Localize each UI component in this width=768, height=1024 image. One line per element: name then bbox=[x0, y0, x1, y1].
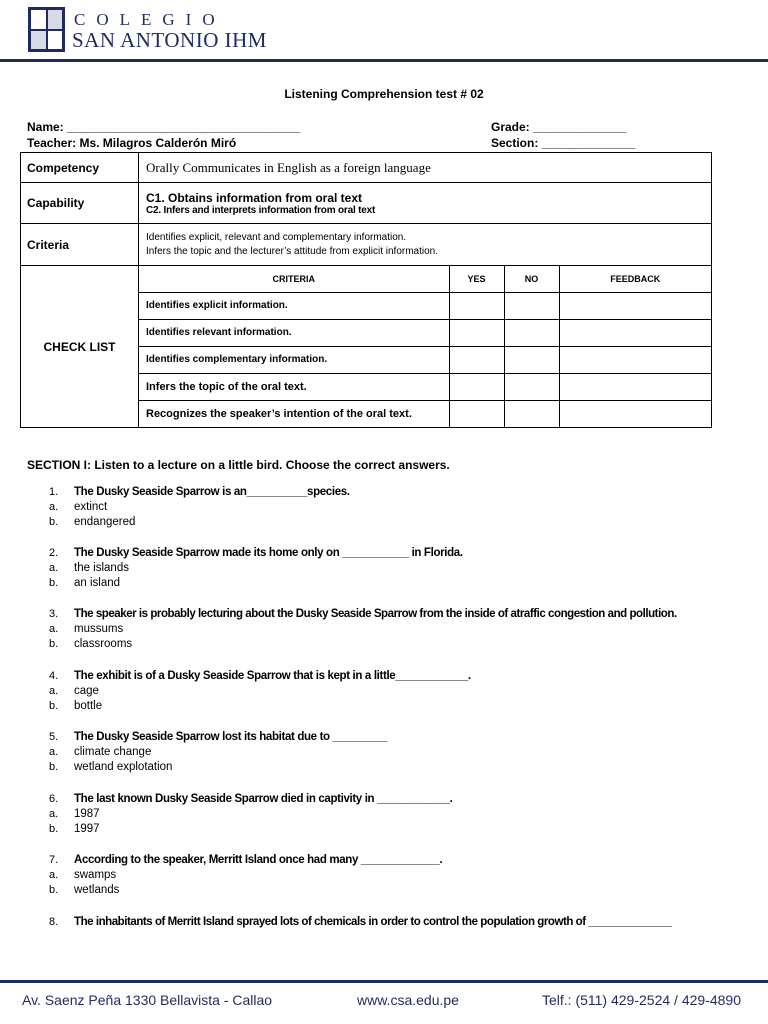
checklist-no-cell[interactable] bbox=[504, 400, 559, 427]
checklist-feedback-cell[interactable] bbox=[559, 400, 711, 427]
checklist-criterion: Recognizes the speaker’s intention of the oral text. bbox=[139, 400, 449, 427]
section-title: SECTION I: Listen to a lecture on a little bird. Choose the correct answers. bbox=[27, 458, 450, 472]
checklist-criterion: Identifies complementary information. bbox=[139, 346, 449, 373]
question-text: The last known Dusky Seaside Sparrow died in captivity in ____________. bbox=[74, 793, 453, 805]
option-letter: a. bbox=[49, 562, 59, 574]
option-text[interactable]: endangered bbox=[74, 516, 136, 528]
option-letter: a. bbox=[49, 808, 59, 820]
teacher-field: Teacher: Ms. Milagros Calderón Miró bbox=[27, 136, 237, 150]
checklist-feedback-cell[interactable] bbox=[559, 319, 711, 346]
checklist-feedback-cell[interactable] bbox=[559, 292, 711, 319]
brand-main: SAN ANTONIO IHM bbox=[72, 28, 267, 52]
name-field: Name: ___________________________________ bbox=[27, 120, 301, 134]
option-text[interactable]: extinct bbox=[74, 501, 108, 513]
checklist-criterion: Identifies relevant information. bbox=[139, 319, 449, 346]
checklist-table bbox=[139, 266, 711, 427]
col-header-no: NO bbox=[504, 266, 559, 292]
criteria-1: Identifies explicit, relevant and complementary information. bbox=[146, 231, 407, 243]
capability-2: C2. Infers and interprets information from oral text bbox=[146, 204, 376, 216]
option-text[interactable]: bottle bbox=[74, 700, 103, 712]
checklist-yes-cell[interactable] bbox=[449, 346, 504, 373]
option-letter: b. bbox=[49, 761, 59, 773]
checklist-feedback-cell[interactable] bbox=[559, 373, 711, 400]
question-text: The Dusky Seaside Sparrow made its home only on ___________ in Florida. bbox=[74, 547, 463, 559]
criteria-label: Criteria bbox=[21, 224, 139, 266]
checklist-feedback-cell[interactable] bbox=[559, 346, 711, 373]
criteria-value bbox=[139, 224, 712, 266]
competency-label: Competency bbox=[21, 153, 139, 183]
checklist-cell bbox=[139, 266, 712, 428]
question-text: According to the speaker, Merritt Island once had many _____________. bbox=[74, 854, 443, 866]
option-text[interactable]: swamps bbox=[74, 869, 117, 881]
option-text[interactable]: 1987 bbox=[74, 808, 100, 820]
option-text[interactable]: 1997 bbox=[74, 823, 100, 835]
checklist-label: CHECK LIST bbox=[21, 266, 139, 428]
question-number: 7. bbox=[49, 854, 59, 866]
checklist-yes-cell[interactable] bbox=[449, 292, 504, 319]
question-number: 6. bbox=[49, 793, 59, 805]
checklist-criterion: Identifies explicit information. bbox=[139, 292, 449, 319]
option-text[interactable]: wetland explotation bbox=[74, 761, 173, 773]
checklist-criterion: Infers the topic of the oral text. bbox=[139, 373, 449, 400]
option-letter: b. bbox=[49, 638, 59, 650]
checklist-no-cell[interactable] bbox=[504, 373, 559, 400]
footer-phone: Telf.: (511) 429-2524 / 429-4890 bbox=[542, 992, 741, 1008]
school-crest-icon bbox=[28, 7, 65, 52]
letterhead bbox=[0, 0, 768, 62]
option-text[interactable]: an island bbox=[74, 577, 121, 589]
checklist-yes-cell[interactable] bbox=[449, 400, 504, 427]
checklist-yes-cell[interactable] bbox=[449, 373, 504, 400]
option-text[interactable]: classrooms bbox=[74, 638, 133, 650]
criteria-2: Infers the topic and the lecturer’s attitude from explicit information. bbox=[146, 245, 438, 257]
option-letter: a. bbox=[49, 869, 59, 881]
option-text[interactable]: mussums bbox=[74, 623, 124, 635]
col-header-feedback: FEEDBACK bbox=[559, 266, 711, 292]
option-letter: a. bbox=[49, 623, 59, 635]
checklist-no-cell[interactable] bbox=[504, 346, 559, 373]
option-letter: a. bbox=[49, 746, 59, 758]
option-letter: b. bbox=[49, 700, 59, 712]
checklist-no-cell[interactable] bbox=[504, 292, 559, 319]
option-letter: a. bbox=[49, 501, 59, 513]
option-letter: b. bbox=[49, 577, 59, 589]
option-text[interactable]: cage bbox=[74, 685, 99, 697]
checklist-yes-cell[interactable] bbox=[449, 319, 504, 346]
question-text: The speaker is probably lecturing about the Dusky Seaside Sparrow from the inside of atraffic congestion and pollution. bbox=[74, 608, 677, 620]
option-letter: b. bbox=[49, 516, 59, 528]
question-number: 3. bbox=[49, 608, 59, 620]
grade-field: Grade: ______________ bbox=[491, 120, 627, 134]
option-text[interactable]: the islands bbox=[74, 562, 129, 574]
question-text: The Dusky Seaside Sparrow is an__________species. bbox=[74, 486, 350, 498]
header-divider bbox=[0, 59, 768, 62]
info-table bbox=[20, 152, 712, 428]
capability-value bbox=[139, 183, 712, 224]
checklist-no-cell[interactable] bbox=[504, 319, 559, 346]
question-number: 8. bbox=[49, 916, 59, 928]
question-number: 4. bbox=[49, 670, 59, 682]
col-header-criteria: CRITERIA bbox=[139, 266, 449, 292]
question-text: The inhabitants of Merritt Island sprayed lots of chemicals in order to control the population growth of ______________ bbox=[74, 916, 672, 928]
question-text: The exhibit is of a Dusky Seaside Sparrow that is kept in a little____________. bbox=[74, 670, 471, 682]
option-letter: a. bbox=[49, 685, 59, 697]
option-text[interactable]: climate change bbox=[74, 746, 152, 758]
competency-value: Orally Communicates in English as a foreign language bbox=[139, 153, 712, 183]
footer-divider bbox=[0, 980, 768, 983]
section-field: Section: ______________ bbox=[491, 136, 636, 150]
question-number: 1. bbox=[49, 486, 59, 498]
brand-top: COLEGIO bbox=[74, 10, 226, 29]
question-number: 2. bbox=[49, 547, 59, 559]
option-text[interactable]: wetlands bbox=[74, 884, 120, 896]
capability-label: Capability bbox=[21, 183, 139, 224]
footer-website[interactable]: www.csa.edu.pe bbox=[357, 992, 459, 1008]
question-text: The Dusky Seaside Sparrow lost its habitat due to _________ bbox=[74, 731, 387, 743]
footer-address: Av. Saenz Peña 1330 Bellavista - Callao bbox=[22, 992, 273, 1008]
capability-1: C1. Obtains information from oral text bbox=[146, 190, 363, 205]
option-letter: b. bbox=[49, 884, 59, 896]
col-header-yes: YES bbox=[449, 266, 504, 292]
question-number: 5. bbox=[49, 731, 59, 743]
page-title: Listening Comprehension test # 02 bbox=[284, 87, 484, 101]
option-letter: b. bbox=[49, 823, 59, 835]
